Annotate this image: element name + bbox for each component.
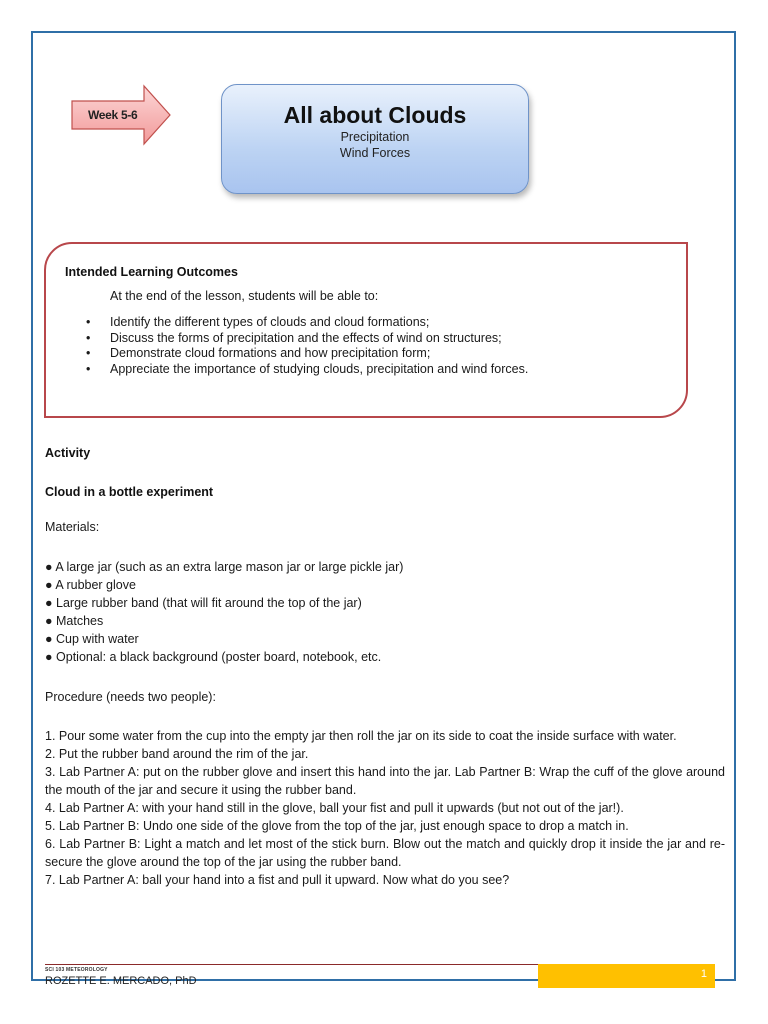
list-item: ● A rubber glove [45, 578, 136, 592]
footer-author: ROZETTE E. MERCADO, PhD [45, 975, 197, 987]
outcomes-intro: At the end of the lesson, students will be able to: [110, 289, 379, 303]
list-item: • Appreciate the importance of studying clouds, precipitation and wind forces. [86, 361, 529, 376]
list-item: ● Cup with water [45, 632, 139, 646]
title-box [221, 84, 529, 194]
page-title: All about Clouds [283, 102, 467, 128]
bullet-icon: • [86, 315, 91, 329]
procedure-step: 5. Lab Partner B: Undo one side of the glove from the top of the jar, just enough space to drop a match in. [45, 819, 629, 833]
procedure-step: 1. Pour some water from the cup into the empty jar then roll the jar on its side to coat the inside surface with water. [45, 729, 677, 743]
outcomes-box [44, 242, 688, 418]
outcomes-list [46, 315, 528, 377]
materials-label: Materials: [45, 520, 100, 534]
procedure-step: 7. Lab Partner A: ball your hand into a fist and pull it upward. Now what do you see? [45, 873, 510, 887]
procedure-label: Procedure (needs two people): [45, 690, 216, 704]
list-item: • Identify the different types of clouds and cloud formations; [86, 315, 430, 329]
list-item: ● Large rubber band (that will fit around the top of the jar) [45, 596, 362, 610]
list-item: ● A large jar (such as an extra large mason jar or large pickle jar) [45, 560, 404, 574]
procedure-step: 4. Lab Partner A: with your hand still in the glove, ball your fist and pull it upwards (but not out of the jar!). [45, 801, 624, 815]
procedure-step: 3. Lab Partner A: put on the rubber glove and insert this hand into the jar. Lab Partner B: Wrap the cuff of the glove around the mouth of the jar and secure it using the rubber band. [45, 765, 725, 797]
list-item: ● Optional: a black background (poster board, notebook, etc. [45, 650, 382, 664]
list-item: • Demonstrate cloud formations and how precipitation form; [86, 346, 431, 360]
procedure-step: 6. Lab Partner B: Light a match and let most of the stick burn. Blow out the match and quickly drop it inside the jar and re-secure the glove around the top of the jar using the rubber band. [45, 837, 725, 869]
bullet-icon: • [86, 361, 91, 376]
footer-course: SCI 103 METEOROLOGY [45, 967, 108, 973]
week-label: Week 5-6 [88, 108, 138, 122]
bullet-icon: • [86, 330, 91, 345]
page-number-tab [538, 964, 715, 988]
procedure-steps [45, 727, 725, 889]
list-item: • Discuss the forms of precipitation and the effects of wind on structures; [86, 330, 502, 345]
bullet-icon: • [86, 346, 91, 360]
subtitle-precipitation: Precipitation [340, 130, 410, 144]
page-number: 1 [700, 968, 707, 980]
outcomes-heading: Intended Learning Outcomes [65, 265, 238, 279]
activity-heading: Activity [45, 446, 91, 460]
list-item: ● Matches [45, 614, 104, 628]
experiment-title: Cloud in a bottle experiment [45, 485, 214, 499]
subtitle-wind-forces: Wind Forces [339, 146, 411, 160]
procedure-step: 2. Put the rubber band around the rim of the jar. [45, 747, 309, 761]
